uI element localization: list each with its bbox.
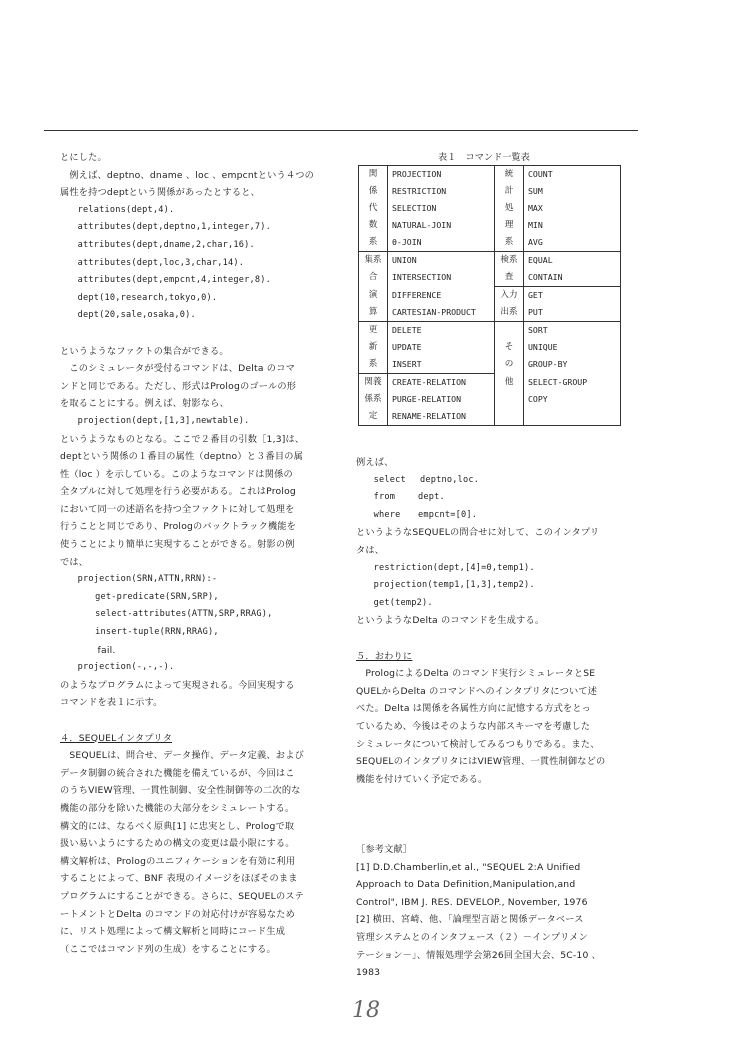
command-cell: COUNT	[524, 166, 621, 184]
code-line: attributes(dept,loc,3,char,14).	[60, 257, 245, 268]
section-heading: ４．SEQUELインタプリタ	[60, 732, 173, 744]
group-label-cell: 他	[495, 374, 524, 392]
text-line: 構文解析は、Prologのユニフィケーションを有効に利用	[60, 855, 296, 867]
group-label-cell: 計	[495, 183, 524, 200]
command-cell: CONTAIN	[524, 269, 621, 287]
text-line: 機能の部分を除いた機能の大部分をシミュレートする。	[60, 802, 295, 814]
command-cell: GET	[524, 287, 621, 305]
text-line: 使うことにより簡単に実現することができる。射影の例	[60, 539, 295, 551]
text-line: というようなSEQUELの問合せに対して、このインタプリ	[356, 527, 600, 539]
text-line: 扱い易いようにするための構文の変更は最小限にする。	[60, 838, 295, 850]
code-line: relations(dept,4).	[60, 204, 175, 215]
table-row	[359, 200, 621, 217]
command-cell: PUT	[524, 304, 621, 322]
text-line: することによって、BNF 表現のイメージをほぼそのまま	[60, 873, 298, 885]
command-cell: SUM	[524, 183, 621, 200]
code-line: from dept.	[356, 492, 445, 503]
code-line: where empcnt=[0].	[356, 509, 478, 520]
text-line: [1] D.D.Chamberlin,et al., "SEQUEL 2:A Unified	[356, 861, 581, 873]
table-row	[359, 374, 621, 392]
command-cell: θ-JOIN	[388, 234, 495, 252]
blank-line	[356, 806, 638, 824]
table-row	[359, 304, 621, 322]
group-label-cell: 検系	[495, 252, 524, 270]
command-table	[358, 165, 621, 426]
group-label-cell: 集系	[359, 252, 388, 270]
code-line: restriction(dept,[4]=0,temp1).	[356, 562, 535, 573]
text-line: に、リスト処理によって構文解析と同時にコード生成	[60, 926, 286, 938]
text-line: ［参考文献］	[356, 844, 413, 856]
command-cell: SELECT-GROUP	[524, 374, 621, 392]
text-line: 性（loc ）を示している。このようなコマンドは関係の	[60, 468, 293, 480]
code-line: projection(-,-,-).	[60, 662, 175, 673]
text-line: というようなDelta のコマンドを生成する。	[356, 615, 545, 627]
code-line: attributes(dept,empcnt,4,integer,8).	[60, 275, 272, 286]
group-label-cell: 定	[359, 408, 388, 426]
text-line: Approach to Data Definition,Manipulation,and	[356, 879, 576, 891]
group-label-cell: 新	[359, 339, 388, 356]
code-line: insert-tuple(RRN,RRAG),	[60, 627, 219, 638]
command-cell: UNION	[388, 252, 495, 270]
table-row	[359, 183, 621, 200]
text-line: べた。Delta は関係を各属性方向に記憶する方式をとっ	[356, 703, 591, 715]
command-cell	[524, 408, 621, 426]
text-line: 管理システムとのインタフェース（２）－インプリメン	[356, 932, 588, 944]
table-row	[359, 356, 621, 374]
table-row	[359, 217, 621, 234]
command-cell: UNIQUE	[524, 339, 621, 356]
command-cell: UPDATE	[388, 339, 495, 356]
table-row	[359, 252, 621, 270]
code-line: select-attributes(ATTN,SRP,RRAG),	[60, 609, 273, 620]
code-line: dept(10,research,tokyo,0).	[60, 292, 218, 303]
text-line: 機能を付けていく予定である。	[356, 773, 488, 785]
group-label-cell: 更	[359, 322, 388, 340]
code-line: get(temp2).	[356, 597, 433, 608]
text-line: テーション－」、情報処理学会第26回全国大会、5C-10 、	[356, 949, 602, 961]
command-cell: SORT	[524, 322, 621, 340]
text-line: シミュレータについて検討してみるつもりである。また、	[356, 738, 600, 750]
text-line: コマンドを表１に示す。	[60, 697, 163, 709]
group-label-cell	[495, 391, 524, 408]
group-label-cell: 係系	[359, 391, 388, 408]
text-line: Control", IBM J. RES. DEVELOP., November, 1976	[356, 896, 588, 908]
table-row	[359, 408, 621, 426]
command-cell: DELETE	[388, 322, 495, 340]
command-cell: INTERSECTION	[388, 269, 495, 287]
text-line: というようなものとなる。ここで２番目の引数［1,3]は、	[60, 433, 305, 445]
group-label-cell: 係	[359, 183, 388, 200]
text-line: のうちVIEW管理、一貫性制御、安全性制御等の二次的な	[60, 785, 301, 797]
section-heading: ５．おわりに	[356, 650, 413, 662]
blank-line	[356, 823, 638, 841]
code-line: projection(dept,[1,3],newtable).	[60, 415, 250, 426]
text-line: （ここではコマンド列の生成）をすることにする。	[60, 943, 276, 955]
code-line: get-predicate(SRN,SRP),	[60, 591, 219, 602]
group-label-cell: 合	[359, 269, 388, 287]
command-cell: RESTRICTION	[388, 183, 495, 200]
command-cell: COPY	[524, 391, 621, 408]
table-row	[359, 339, 621, 356]
table-row	[359, 166, 621, 184]
text-line: を取ることにする。例えば、射影なら、	[60, 398, 229, 410]
command-cell: MAX	[524, 200, 621, 217]
table-row	[359, 287, 621, 305]
text-line: SEQUELは、問合せ、データ操作、データ定義、および	[60, 750, 304, 762]
code-line: dept(20,sale,osaka,0).	[60, 310, 196, 321]
text-line: 構文的には、なるべく原典[1] に忠実とし、Prologで取	[60, 820, 295, 832]
code-line: select deptno,loc.	[356, 474, 480, 485]
group-label-cell: 系	[359, 234, 388, 252]
text-line: ートメントとDelta のコマンドの対応付けが容易なため	[60, 908, 296, 920]
code-line: attributes(dept,deptno,1,integer,7).	[60, 222, 272, 233]
group-label-cell: 算	[359, 304, 388, 322]
text-line: 1983	[356, 967, 381, 979]
command-cell: AVG	[524, 234, 621, 252]
group-label-cell: 出系	[495, 304, 524, 322]
text-line: 全タプルに対して処理を行う必要がある。これはProlog	[60, 486, 296, 498]
text-line: [2] 横田、宮崎、他、「論理型言語と関係データベース	[356, 914, 584, 926]
group-label-cell: 関	[359, 166, 388, 184]
group-label-cell: 系	[495, 234, 524, 252]
group-label-cell: の	[495, 356, 524, 374]
text-line: において同一の述語名を持つ全ファクトに対して処理を	[60, 503, 295, 515]
text-line: というようなファクトの集合ができる。	[60, 345, 229, 357]
text-line: PrologによるDelta のコマンド実行シミュレータとSE	[356, 668, 596, 680]
table-row	[359, 234, 621, 252]
code-line: projection(temp1,[1,3],temp2).	[356, 580, 535, 591]
text-line: 例えば、deptno、dname 、loc 、empcntという４つの	[60, 169, 315, 181]
command-cell: DIFFERENCE	[388, 287, 495, 305]
command-cell: CREATE-RELATION	[388, 374, 495, 392]
command-cell: RENAME-RELATION	[388, 408, 495, 426]
blank-line	[356, 630, 638, 648]
group-label-cell: 処	[495, 200, 524, 217]
text-line: タは、	[356, 544, 385, 556]
group-label-cell: 理	[495, 217, 524, 234]
text-line: ているため、今後はそのような内部スキーマを考慮した	[356, 720, 591, 732]
table-caption: 表１ コマンド一覧表	[438, 152, 530, 163]
group-label-cell: 系	[359, 356, 388, 374]
right-column	[356, 454, 638, 982]
text-line: このシミュレータが受付るコマンドは、Delta のコマ	[60, 363, 295, 375]
table-row	[359, 322, 621, 340]
command-cell: PROJECTION	[388, 166, 495, 184]
top-rule	[44, 130, 638, 131]
text-line: データ制御の統合された機能を備えているが、今回はこ	[60, 767, 295, 779]
blank-line	[60, 712, 356, 730]
group-label-cell: 査	[495, 269, 524, 287]
command-cell: EQUAL	[524, 252, 621, 270]
command-cell: NATURAL-JOIN	[388, 217, 495, 234]
command-cell: PURGE-RELATION	[388, 391, 495, 408]
text-line: 例えば、	[356, 457, 394, 468]
text-line: プログラムにすることができる。さらに、SEQUELのステ	[60, 890, 304, 902]
group-label-cell	[495, 322, 524, 340]
text-line: のようなプログラムによって実現される。今回実現する	[60, 679, 295, 691]
blank-line	[356, 788, 638, 806]
command-cell: SELECTION	[388, 200, 495, 217]
command-cell: GROUP-BY	[524, 356, 621, 374]
text-line: fail.	[60, 644, 116, 656]
group-label-cell: 演	[359, 287, 388, 305]
command-cell: CARTESIAN-PRODUCT	[388, 304, 495, 322]
text-line: ンドと同じである。ただし、形式はPrologのゴールの形	[60, 380, 297, 392]
left-column	[60, 149, 356, 958]
table-row	[359, 269, 621, 287]
group-label-cell: 入力	[495, 287, 524, 305]
page-number: 18	[352, 998, 380, 1023]
group-label-cell: そ	[495, 339, 524, 356]
text-line: では、	[60, 556, 89, 568]
table-row	[359, 391, 621, 408]
code-line: attributes(dept,dname,2,char,16).	[60, 239, 255, 250]
blank-line	[60, 325, 356, 343]
group-label-cell: 関義	[359, 374, 388, 392]
group-label-cell: 数	[359, 217, 388, 234]
group-label-cell: 統	[495, 166, 524, 184]
text-line: QUELからDelta のコマンドへのインタプリタについて述	[356, 685, 598, 697]
text-line: 属性を持つdeptという関係があったとすると、	[60, 187, 260, 199]
text-line: SEQUELのインタプリタにはVIEW管理、一貫性制御などの	[356, 756, 606, 768]
group-label-cell: 代	[359, 200, 388, 217]
text-line: 行うことと同じであり、Prologのバックトラック機能を	[60, 521, 297, 533]
command-cell: MIN	[524, 217, 621, 234]
group-label-cell	[495, 408, 524, 426]
command-cell: INSERT	[388, 356, 495, 374]
text-line: とにした。	[60, 152, 107, 163]
text-line: deptという関係の１番目の属性（deptno）と３番目の属	[60, 451, 304, 463]
code-line: projection(SRN,ATTN,RRN):-	[60, 574, 218, 585]
